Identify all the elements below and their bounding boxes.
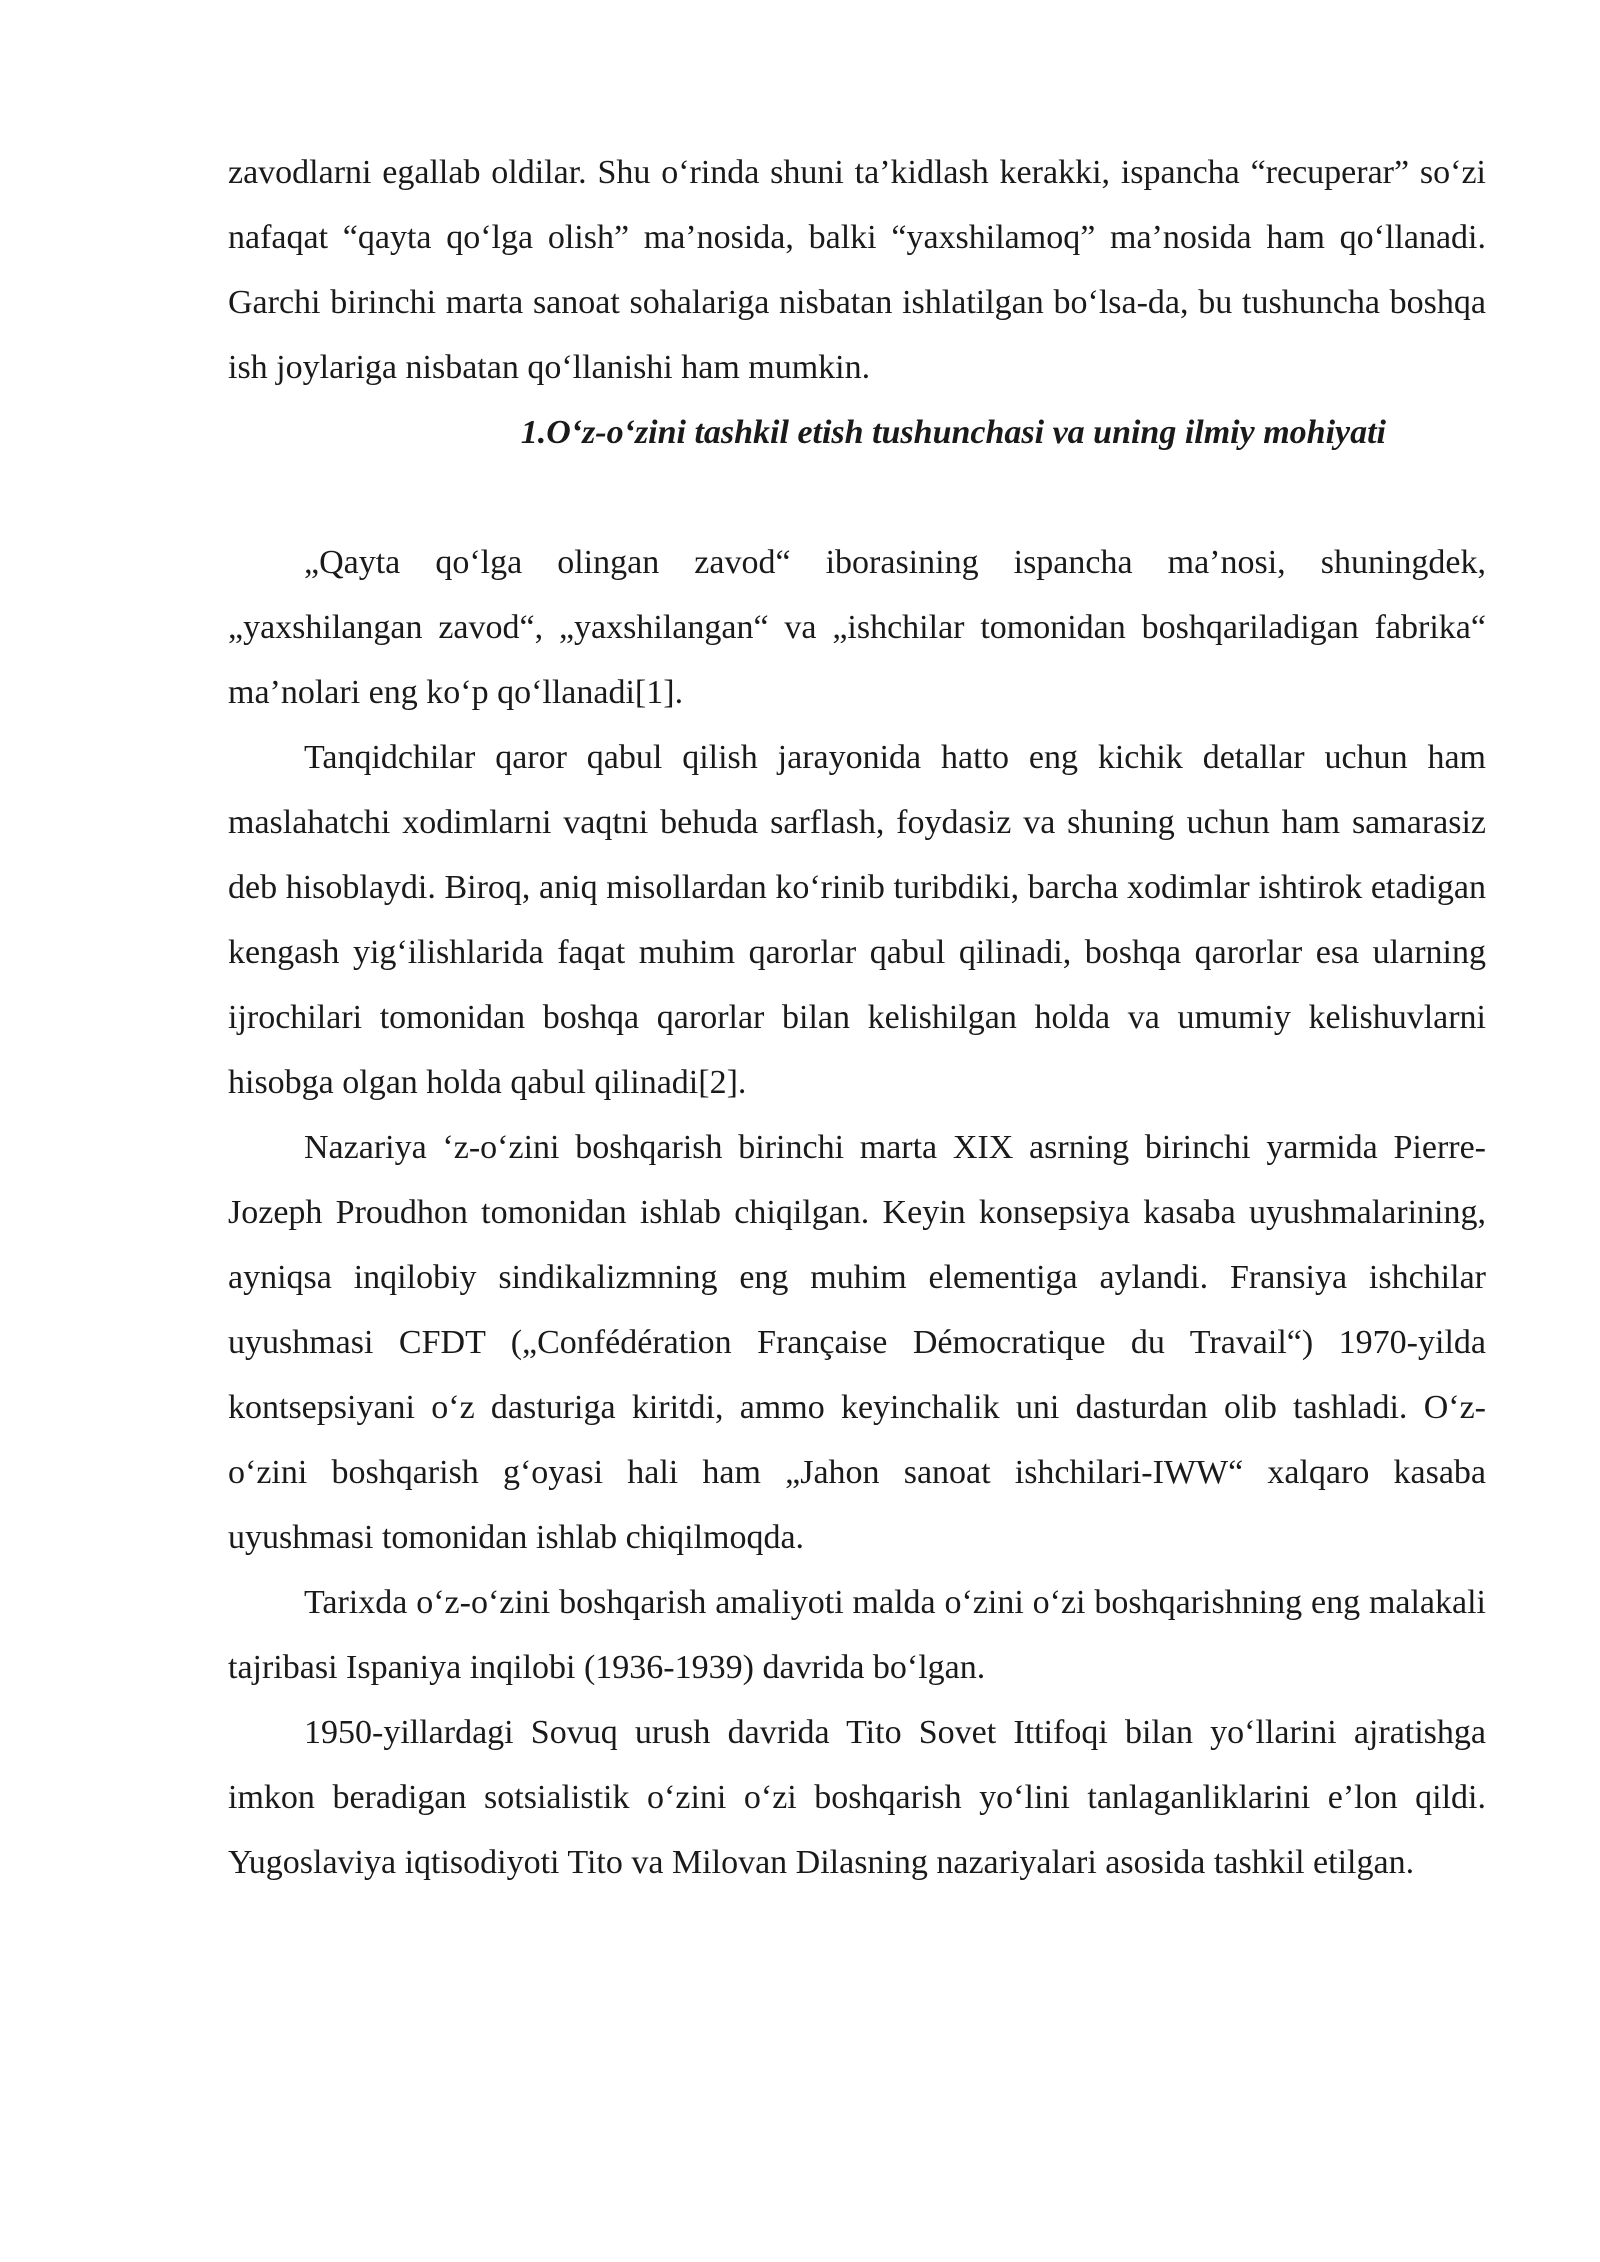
paragraph-1: „Qayta qo‘lga olingan zavod“ iborasining ispancha ma’nosi, shuningdek, „yaxshilangan zavod“, „yaxshilangan“ va „ishchilar tomonidan boshqariladigan fabrika“ ma’nolari eng ko‘p qo‘llanadi[1]. <box>228 544 1486 711</box>
paragraph-2: Tanqidchilar qaror qabul qilish jarayonida hatto eng kichik detallar uchun ham maslahatchi xodimlarni vaqtni behuda sarflash, foydasiz va shuning uchun ham samarasiz deb hisoblaydi. Biroq, aniq misollardan ko‘rinib turibdiki, barcha xodimlar ishtirok etadigan kengash yig‘ilishlarida faqat muhim qarorlar qabul qilinadi, boshqa qarorlar esa ularning ijrochilari tomonidan boshqa qarorlar bilan kelishilgan holda va umumiy kelishuvlarni hisobga olgan holda qabul qilinadi[2]. <box>228 739 1486 1101</box>
paragraph-5: 1950-yillardagi Sovuq urush davrida Tito Sovet Ittifoqi bilan yo‘llarini ajratishga imkon beradigan sotsialistik o‘zini o‘zi boshqarish yo‘lini tanlaganliklarini e’lon qildi. Yugoslaviya iqtisodiyoti Tito va Milovan Dilasning nazariyalari asosida tashkil etilgan. <box>228 1714 1486 1881</box>
document-body <box>228 140 1486 1895</box>
paragraph-4: Tarixda o‘z-o‘zini boshqarish amaliyoti malda o‘zini o‘zi boshqarishning eng malakali tajribasi Ispaniya inqilobi (1936-1939) davrida bo‘lgan. <box>228 1584 1486 1686</box>
section-heading: 1.O‘z-o‘zini tashkil etish tushunchasi va uning ilmiy mohiyati <box>520 414 1386 451</box>
paragraph-continuation: zavodlarni egallab oldilar. Shu o‘rinda shuni ta’kidlash kerakki, ispancha “recuperar” so‘zi nafaqat “qayta qo‘lga olish” ma’nosida, balki “yaxshilamoq” ma’nosida ham qo‘llanadi. Garchi birinchi marta sanoat sohalariga nisbatan ishlatilgan bo‘lsa-da, bu tushuncha boshqa ish joylariga nisbatan qo‘llanishi ham mumkin. <box>228 154 1486 386</box>
paragraph-3: Nazariya ‘z-o‘zini boshqarish birinchi marta XIX asrning birinchi yarmida Pierre-Jozeph Proudhon tomonidan ishlab chiqilgan. Keyin konsepsiya kasaba uyushmalarining, ayniqsa inqilobiy sindikalizmning eng muhim elementiga aylandi. Fransiya ishchilar uyushmasi CFDT („Confédération Française Démocratique du Travail“) 1970-yilda kontsepsiyani o‘z dasturiga kiritdi, ammo keyinchalik uni dasturdan olib tashladi. O‘z-o‘zini boshqarish g‘oyasi hali ham „Jahon sanoat ishchilari-IWW“ xalqaro kasaba uyushmasi tomonidan ishlab chiqilmoqda. <box>228 1129 1486 1556</box>
heading-spacer <box>228 465 1486 530</box>
